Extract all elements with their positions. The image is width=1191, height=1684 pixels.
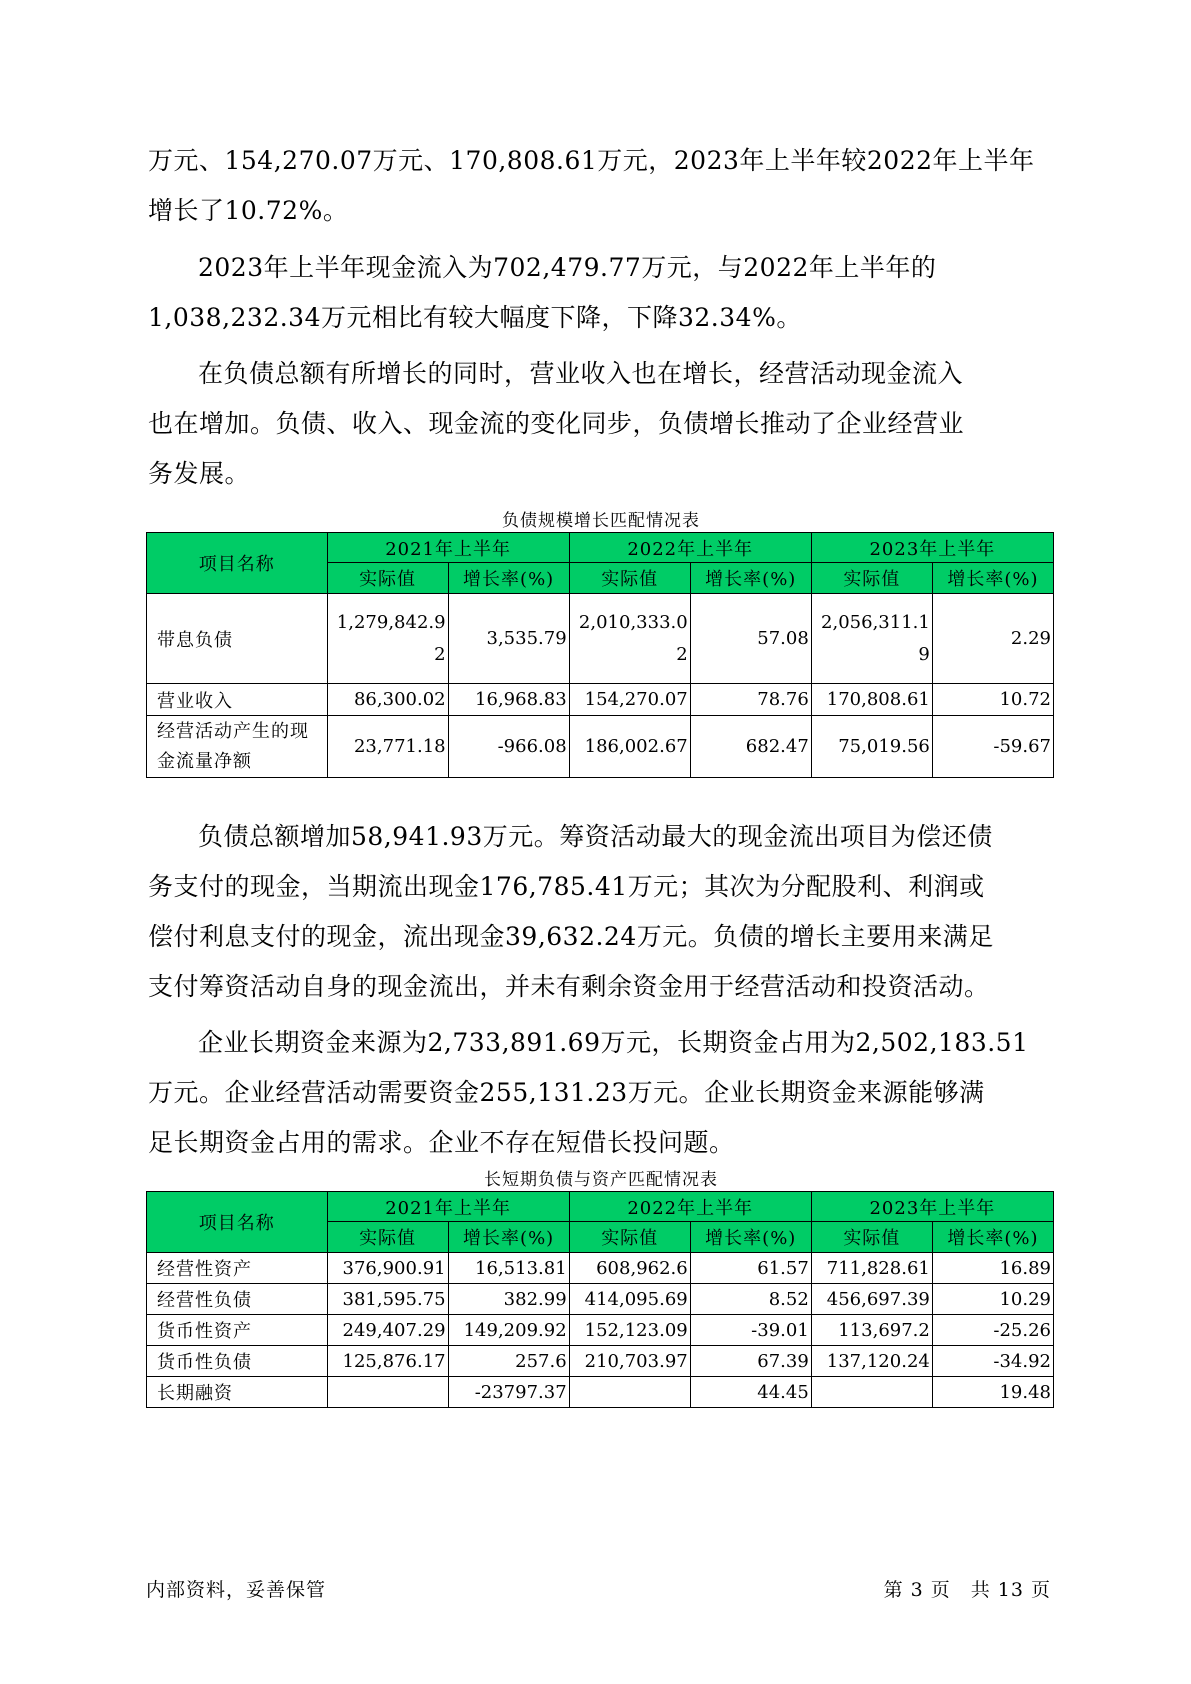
cell-value: 10.29 xyxy=(932,1284,1053,1315)
cell-value: 608,962.6 xyxy=(569,1253,690,1284)
cell-value: 2,056,311.19 xyxy=(811,594,932,684)
paragraph-line: 务发展。 xyxy=(148,459,251,488)
table-row xyxy=(147,1346,1054,1377)
year-header: 2023年上半年 xyxy=(811,1192,1053,1222)
row-label: 货币性资产 xyxy=(147,1315,328,1346)
table-row xyxy=(147,594,1054,684)
item-name-header: 项目名称 xyxy=(147,1192,328,1253)
cell-value: 10.72 xyxy=(932,684,1053,716)
row-label: 货币性负债 xyxy=(147,1346,328,1377)
table-row xyxy=(147,1315,1054,1346)
cell-value: 170,808.61 xyxy=(811,684,932,716)
table-header-row xyxy=(147,1192,1054,1222)
cell-value: -25.26 xyxy=(932,1315,1053,1346)
cell-value: 137,120.24 xyxy=(811,1346,932,1377)
paragraph-line: 企业长期资金来源为2,733,891.69万元，长期资金占用为2,502,183.51 xyxy=(198,1028,1029,1057)
paragraph-line: 万元。企业经营活动需要资金255,131.23万元。企业长期资金来源能够满 xyxy=(148,1078,985,1107)
table-row xyxy=(147,1284,1054,1315)
paragraph-line: 在负债总额有所增长的同时，营业收入也在增长，经营活动现金流入 xyxy=(198,359,964,388)
paragraph-line: 2023年上半年现金流入为702,479.77万元，与2022年上半年的 xyxy=(198,253,937,282)
cell-value: 414,095.69 xyxy=(569,1284,690,1315)
cell-value: 1,279,842.92 xyxy=(327,594,448,684)
row-label: 经营性资产 xyxy=(147,1253,328,1284)
row-label: 经营活动产生的现金流量净额 xyxy=(147,716,328,778)
cell-value: 44.45 xyxy=(690,1377,811,1408)
cell-value: -23797.37 xyxy=(448,1377,569,1408)
cell-value: 8.52 xyxy=(690,1284,811,1315)
actual-value-header: 实际值 xyxy=(569,1222,690,1253)
cell-value: 16,513.81 xyxy=(448,1253,569,1284)
year-header: 2021年上半年 xyxy=(327,1192,569,1222)
cell-value: 456,697.39 xyxy=(811,1284,932,1315)
cell-value: 23,771.18 xyxy=(327,716,448,778)
growth-rate-header: 增长率(%) xyxy=(690,1222,811,1253)
cell-value: 257.6 xyxy=(448,1346,569,1377)
debt-scale-table xyxy=(146,532,1054,778)
cell-value: 78.76 xyxy=(690,684,811,716)
paragraph-line: 支付筹资活动自身的现金流出，并未有剩余资金用于经营活动和投资活动。 xyxy=(148,972,990,1001)
cell-value xyxy=(569,1377,690,1408)
paragraph-line: 务支付的现金，当期流出现金176,785.41万元；其次为分配股利、利润或 xyxy=(148,872,985,901)
cell-value: 210,703.97 xyxy=(569,1346,690,1377)
cell-value: -966.08 xyxy=(448,716,569,778)
cell-value: 75,019.56 xyxy=(811,716,932,778)
cell-value: 113,697.2 xyxy=(811,1315,932,1346)
cell-value: -59.67 xyxy=(932,716,1053,778)
paragraph-line: 偿付利息支付的现金，流出现金39,632.24万元。负债的增长主要用来满足 xyxy=(148,922,994,951)
cell-value: 382.99 xyxy=(448,1284,569,1315)
cell-value: 149,209.92 xyxy=(448,1315,569,1346)
footer-page-number: 第 3 页 共 13 页 xyxy=(883,1579,1051,1601)
cell-value: 125,876.17 xyxy=(327,1346,448,1377)
paragraph-line: 万元、154,270.07万元、170,808.61万元，2023年上半年较2022年上半年 xyxy=(148,146,1035,175)
paragraph-revenue-growth xyxy=(148,136,1048,236)
growth-rate-header: 增长率(%) xyxy=(448,563,569,594)
table2-caption: 长短期负债与资产匹配情况表 xyxy=(484,1170,718,1190)
cell-value: 57.08 xyxy=(690,594,811,684)
cell-value: 2.29 xyxy=(932,594,1053,684)
paragraph-long-term-funds xyxy=(148,1018,1048,1168)
cell-value: 16.89 xyxy=(932,1253,1053,1284)
paragraph-line: 也在增加。负债、收入、现金流的变化同步，负债增长推动了企业经营业 xyxy=(148,409,965,438)
year-header: 2021年上半年 xyxy=(327,533,569,563)
cell-value: 186,002.67 xyxy=(569,716,690,778)
table1-caption: 负债规模增长匹配情况表 xyxy=(502,511,700,531)
cell-value: 2,010,333.02 xyxy=(569,594,690,684)
paragraph-line: 增长了10.72%。 xyxy=(148,196,349,225)
asset-liability-match-table xyxy=(146,1191,1054,1408)
cell-value: 86,300.02 xyxy=(327,684,448,716)
actual-value-header: 实际值 xyxy=(811,1222,932,1253)
cell-value xyxy=(811,1377,932,1408)
cell-value: 381,595.75 xyxy=(327,1284,448,1315)
paragraph-line: 1,038,232.34万元相比有较大幅度下降，下降32.34%。 xyxy=(148,303,802,332)
cell-value: 67.39 xyxy=(690,1346,811,1377)
cell-value: 376,900.91 xyxy=(327,1253,448,1284)
table-row xyxy=(147,684,1054,716)
growth-rate-header: 增长率(%) xyxy=(932,1222,1053,1253)
table-header-row xyxy=(147,533,1054,563)
cell-value: -39.01 xyxy=(690,1315,811,1346)
actual-value-header: 实际值 xyxy=(327,563,448,594)
paragraph-line: 负债总额增加58,941.93万元。筹资活动最大的现金流出项目为偿还债 xyxy=(198,822,993,851)
cell-value: 19.48 xyxy=(932,1377,1053,1408)
cell-value: 3,535.79 xyxy=(448,594,569,684)
row-label: 营业收入 xyxy=(147,684,328,716)
cell-value: 61.57 xyxy=(690,1253,811,1284)
actual-value-header: 实际值 xyxy=(569,563,690,594)
actual-value-header: 实际值 xyxy=(327,1222,448,1253)
year-header: 2022年上半年 xyxy=(569,533,811,563)
row-label: 经营性负债 xyxy=(147,1284,328,1315)
cell-value: 249,407.29 xyxy=(327,1315,448,1346)
row-label: 带息负债 xyxy=(147,594,328,684)
paragraph-line: 足长期资金占用的需求。企业不存在短借长投问题。 xyxy=(148,1128,735,1157)
paragraph-debt-summary xyxy=(148,349,1048,499)
actual-value-header: 实际值 xyxy=(811,563,932,594)
table-row xyxy=(147,1253,1054,1284)
table-row xyxy=(147,1377,1054,1408)
growth-rate-header: 增长率(%) xyxy=(448,1222,569,1253)
cell-value xyxy=(327,1377,448,1408)
table-row xyxy=(147,716,1054,778)
year-header: 2022年上半年 xyxy=(569,1192,811,1222)
cell-value: 711,828.61 xyxy=(811,1253,932,1284)
cell-value: -34.92 xyxy=(932,1346,1053,1377)
growth-rate-header: 增长率(%) xyxy=(690,563,811,594)
growth-rate-header: 增长率(%) xyxy=(932,563,1053,594)
cell-value: 682.47 xyxy=(690,716,811,778)
paragraph-financing-outflow xyxy=(148,812,1048,1012)
cell-value: 16,968.83 xyxy=(448,684,569,716)
row-label: 长期融资 xyxy=(147,1377,328,1408)
item-name-header: 项目名称 xyxy=(147,533,328,594)
paragraph-cash-inflow xyxy=(148,243,1048,343)
year-header: 2023年上半年 xyxy=(811,533,1053,563)
cell-value: 154,270.07 xyxy=(569,684,690,716)
footer-confidential-note: 内部资料，妥善保管 xyxy=(146,1579,327,1601)
cell-value: 152,123.09 xyxy=(569,1315,690,1346)
